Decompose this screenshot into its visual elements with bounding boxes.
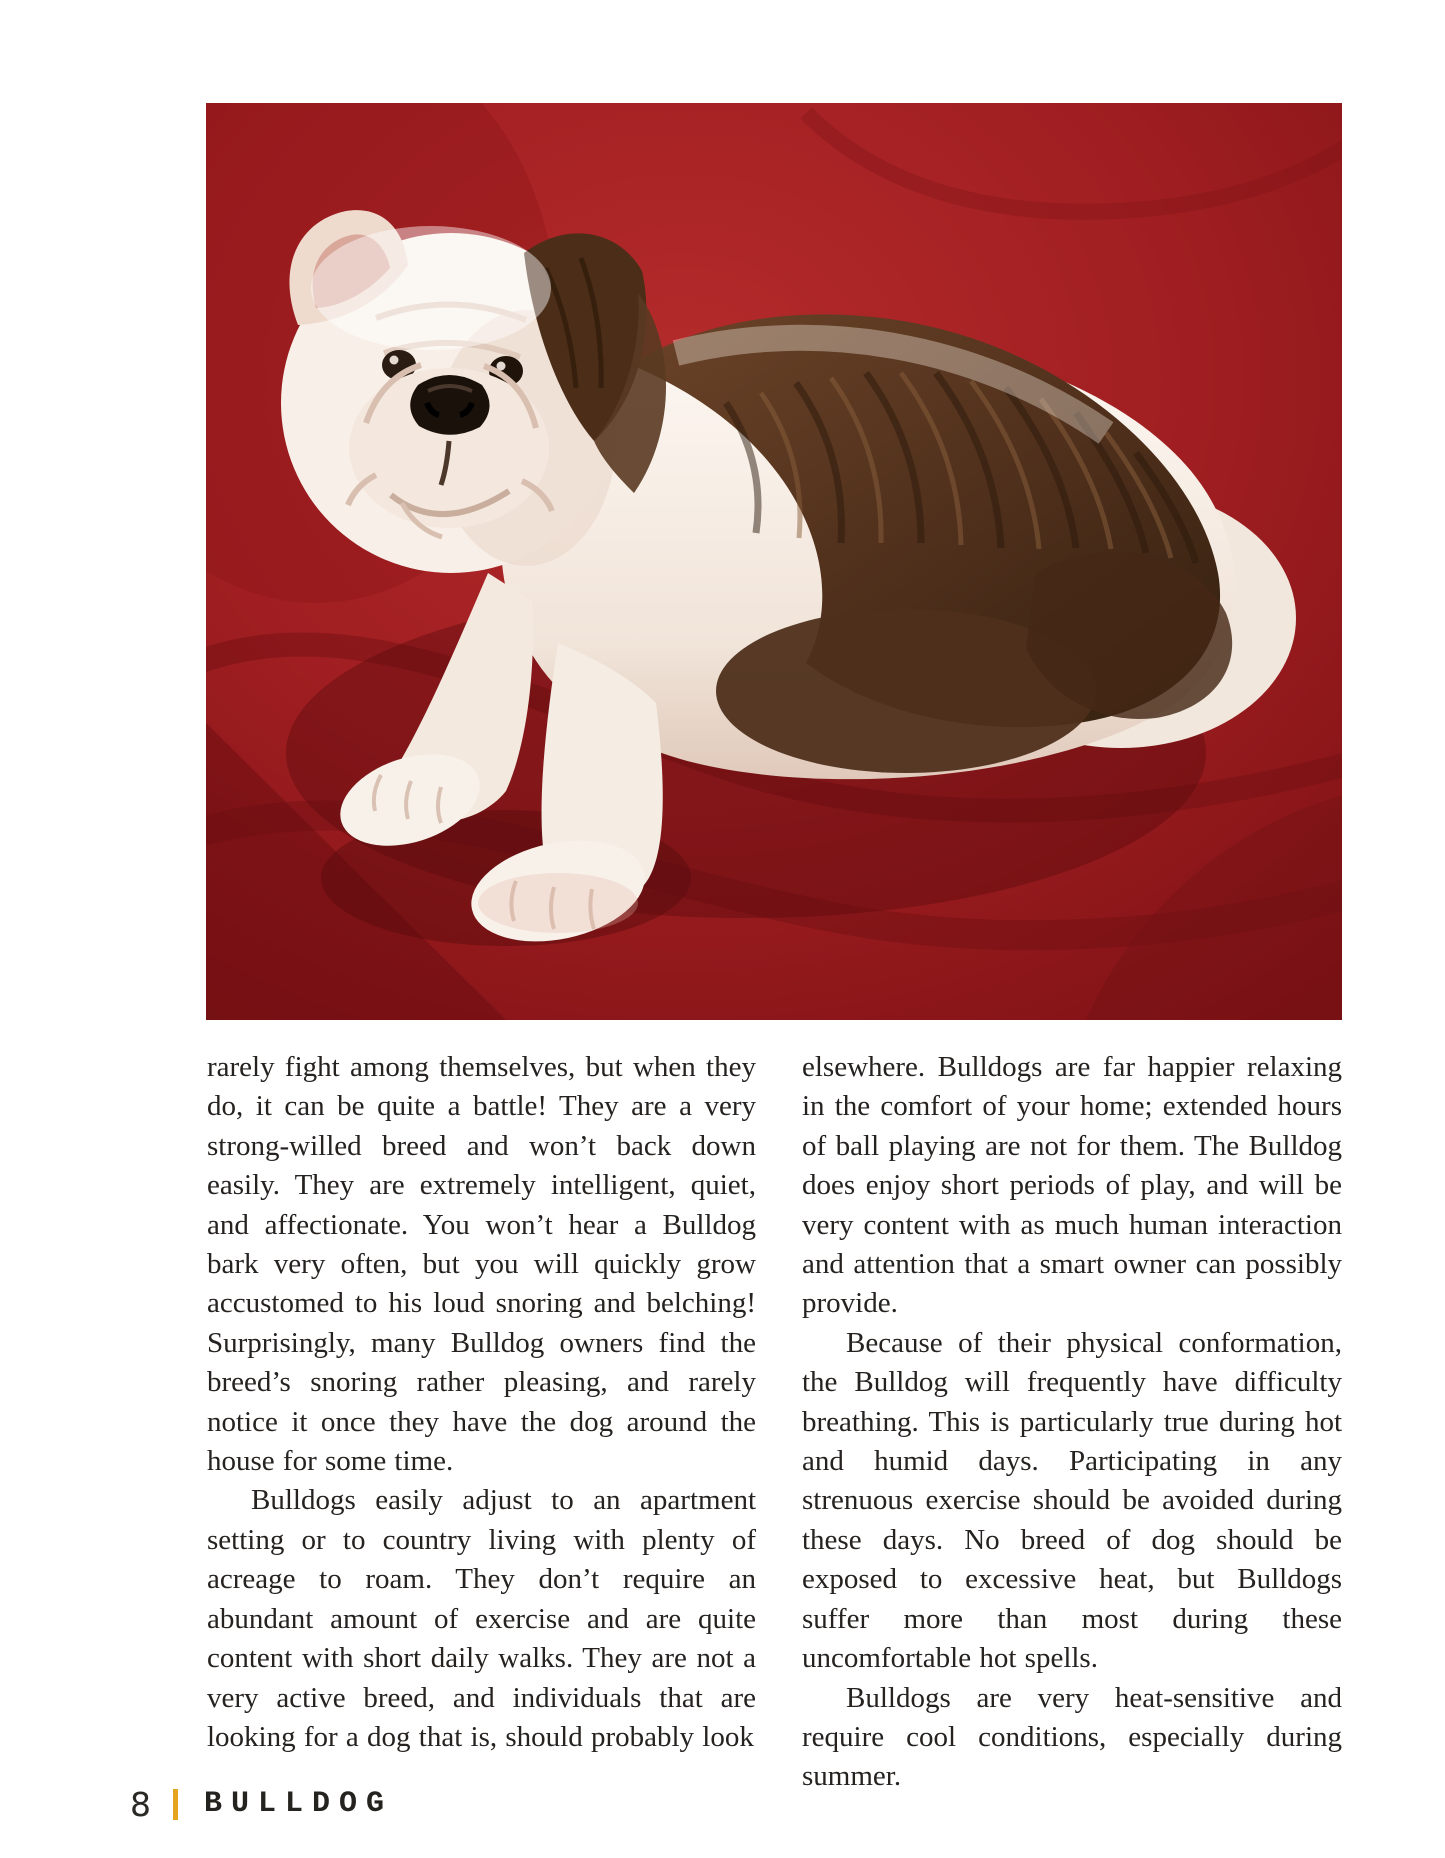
text-column-right — [802, 1048, 1342, 1797]
page-number: 8 — [130, 1784, 151, 1824]
bulldog-photo-graphic — [206, 103, 1342, 1020]
footer-divider-bar — [173, 1789, 178, 1820]
paragraph: Bulldogs easily adjust to an apartment setting or to country living with plenty of acreage to roam. They don’t require an abundant amount of exercise and are quite content with short daily walks. They are not a very active breed, and individuals that are looking for a dog that is, should probably look — [207, 1484, 756, 1753]
text-column-left — [207, 1048, 756, 1757]
book-title: BULLDOG — [204, 1787, 394, 1821]
paragraph: Bulldogs are very heat-sensitive and require cool conditions, especially during summer. — [802, 1681, 1342, 1793]
bulldog-photo — [206, 103, 1342, 1020]
paragraph: rarely fight among themselves, but when they do, it can be quite a battle! They are a very strong-willed breed and won’t back down easily. They are extremely intelligent, quiet, and affectionate. You won’t hear a Bulldog bark very often, but you will quickly grow accustomed to his loud snoring and belching! Surprisingly, many Bulldog owners find the breed’s snoring rather pleasing, and rarely notice it once they have the dog around the house for some time. — [207, 1051, 756, 1478]
puppy-nose — [410, 375, 489, 435]
page-footer — [130, 1782, 393, 1826]
paragraph: elsewhere. Bulldogs are far happier relaxing in the comfort of your home; extended hours of ball playing are not for them. The Bulldog does enjoy short periods of play, and will be very content with as much human interaction and attention that a smart owner can possibly provide. — [802, 1051, 1342, 1320]
paragraph: Because of their physical conformation, the Bulldog will frequently have difficulty breathing. This is particularly true during hot and humid days. Participating in any strenuous exercise should be avoided during these days. No breed of dog should be exposed to excessive heat, but Bulldogs suffer more than most during these uncomfortable hot spells. — [802, 1326, 1342, 1675]
